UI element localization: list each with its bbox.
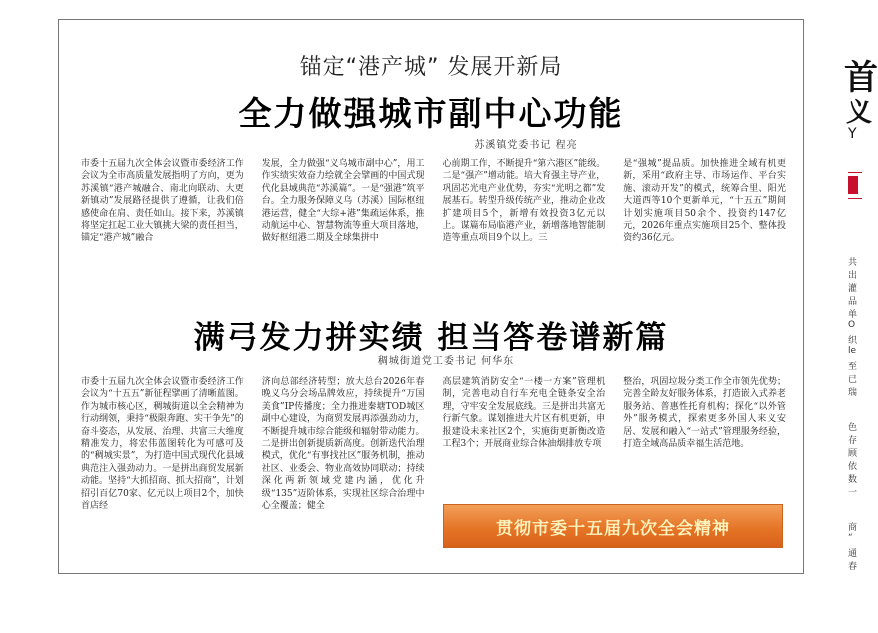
- strip-red-block: [848, 176, 858, 194]
- strip-text-line: 至: [848, 362, 858, 372]
- strip-glyph: Y: [848, 126, 857, 142]
- article1-column: 心前期工作，不断提升“第六港区”能级。二是“强产”增动能。培大育强主导产业，巩固芯光电产业优势，夯实“光明之都”发展基石。转型升级传统产业，推动企业改扩建项目5个，新增有效投资3亿元以上。谋篇布局临港产业，新增落地智能制造等重点项目9个以上。三: [442, 159, 606, 244]
- strip-rule: [848, 198, 862, 199]
- strip-text-line: 存: [848, 436, 858, 446]
- article1-column: 市委十五届九次全体会议暨市委经济工作会议为全市高质量发展指明了方向，更为苏溪镇“港产城融合、南北向联动、大更新镇动”发展路径提供了遵循，让我们倍感使命在肩、责任如山。接下来，苏溪镇将坚定扛起工业大镇挑大梁的责任担当，锚定“港产城”融合: [81, 159, 244, 244]
- strip-text-line: 灌: [848, 284, 858, 294]
- strip-text-line: 商: [848, 523, 858, 533]
- strip-text-line: 织: [848, 336, 858, 346]
- strip-text-line: 出: [848, 271, 858, 281]
- strip-rule: [848, 172, 862, 173]
- strip-text-line: 春: [848, 562, 858, 572]
- strip-text-line: 瑞: [848, 388, 858, 398]
- adjacent-page-strip: [808, 0, 878, 633]
- strip-text-line: 已: [848, 375, 858, 385]
- strip-text-line: 依: [848, 462, 858, 472]
- strip-text-line: 通: [848, 549, 858, 559]
- strip-text-line: 顾: [848, 449, 858, 459]
- banner-text: 贯彻市委十五届九次全会精神: [496, 518, 730, 539]
- strip-glyph: 首: [844, 58, 878, 98]
- strip-text-line: le: [848, 346, 857, 356]
- strip-glyph: 义: [846, 98, 873, 128]
- strip-text-line: “: [848, 533, 853, 543]
- newspaper-page: [58, 19, 804, 574]
- article1-kicker: 锚定“港产城” 发展开新局: [299, 55, 563, 80]
- article2-column: 济向总部经济转型；放大总台2026年春晚义乌分会场品牌效应，持续提升“万国美食”IP传播度；全力推进秦塘TOD城区副中心建设，为商贸发展再添强劲动力，不断提升城市综合能级和辐射带动能力。二是拼出创新提质新高度。创新迭代治理模式，优化“有事找社区”服务机制，推动社区、业委会、物业高效协同联动；持续深化两新领域党建内涵，优化升级“135”迈阶体系，实现社区综合治理中心全覆盖；健全: [261, 377, 425, 512]
- article1-body: [81, 158, 786, 310]
- article2-column: 高层建筑消防安全“一楼一方案”管理机制，完善电动自行车充电全链条安全治理，守牢安全发展底线。三是拼出共富无行新气象。谋划推进大片区有机更新，申报建设未来社区2个，实施街更新衡改造工程3个；开展商业综合体油烟排放专项: [442, 377, 606, 450]
- strip-text-line: 数: [848, 475, 858, 485]
- strip-text-line: 一: [848, 488, 858, 498]
- strip-text-line: 单: [848, 310, 858, 320]
- article1-column: 发展，全力做强“义乌城市副中心”，用工作实绩实效奋力绘就全会擘画的中国式现代化县域典范“苏溪篇”。一是“强港”筑平台。全力服务保障义乌（苏溪）国际枢纽港运营，健全“大综+港”集疏运体系，推动航运中心、智慧物流等重大项目落地，做好枢纽港二期及全球集拼中: [261, 159, 425, 244]
- article2-byline: 稠城街道党工委书记 何华东: [377, 356, 515, 367]
- article1-byline: 苏溪镇党委书记 程亮: [474, 140, 578, 151]
- article2-column: 市委十五届九次全体会议暨市委经济工作会议为“十五五”新征程擘画了清晰蓝图。作为城市核心区，稠城街道以全会精神为行动纲领，秉持“极限奔跑、实干争先”的奋斗姿态，从发展、治理、共富三大维度精准发力，将宏伟蓝图转化为可感可及的“稠城实景”，为打造中国式现代化县域典范注入强劲动力。一是拼出商贸发展新动能。坚持“大抓招商、抓大招商”，计划招引百亿70家、亿元以上项目2个，加快首店经: [81, 377, 244, 512]
- strip-text-line: O: [848, 320, 856, 330]
- spirit-banner: [443, 504, 783, 548]
- article1-column: 是“强城”提品质。加快推进全域有机更新，采用“政府主导、市场运作、平台实施、滚动开发”的模式，统筹合里、阳光大道西等10个更新单元，“十五五”期间计划实施项目50余个、投资约147亿元，2026年重点实施项目25个、整体投资约36亿元。: [623, 159, 786, 244]
- article1-headline: 全力做强城市副中心功能: [238, 94, 624, 133]
- article2-headline: 满弓发力拼实绩 担当答卷谱新篇: [193, 320, 669, 356]
- strip-text-line: 品: [848, 297, 858, 307]
- strip-text-line: 色: [848, 423, 858, 433]
- article2-column: 整治，巩固垃圾分类工作全市领先优势；完善全龄友好服务体系，打造嵌入式养老服务站、普惠性托育机构；探化“以外管外”服务模式，探索更多外国人来义安居、发展和融入“一站式”管理服务经验，打造全域高品质幸福生活范地。: [623, 377, 786, 450]
- strip-text-line: 共: [848, 258, 858, 268]
